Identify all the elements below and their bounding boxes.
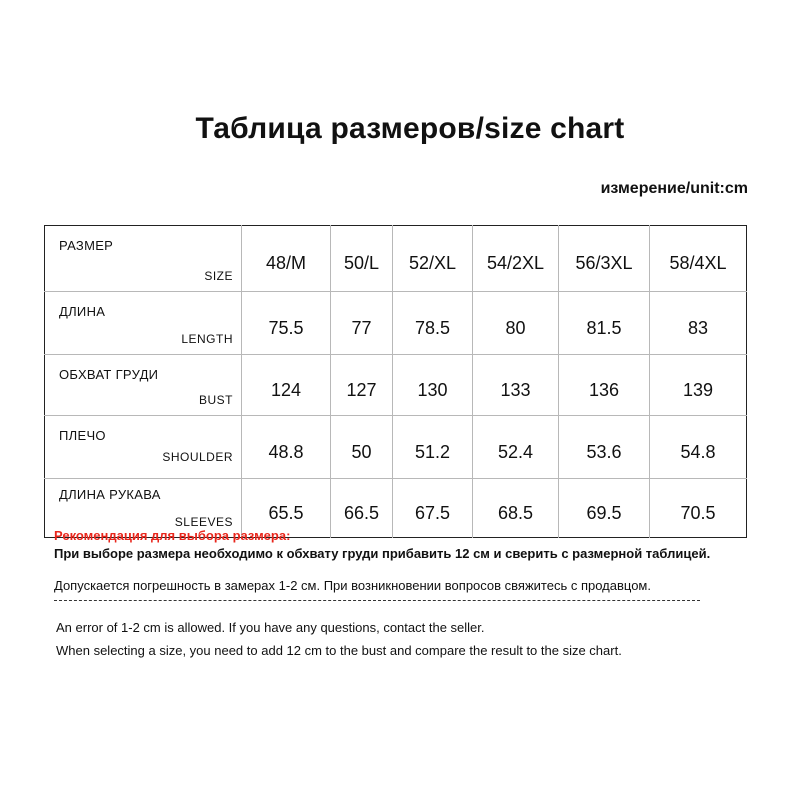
table-cell: 50: [331, 416, 393, 479]
page-title: Таблица размеров/size chart: [195, 112, 625, 145]
table-cell: 77: [331, 292, 393, 355]
table-cell: 70.5: [650, 479, 747, 538]
table-cell: 136: [559, 355, 650, 416]
table-cell: 48.8: [242, 416, 331, 479]
table-cell: 139: [650, 355, 747, 416]
table-cell: 65.5: [242, 479, 331, 538]
recommendation-title: Рекомендация для выбора размера:: [54, 528, 291, 543]
table-cell: 52.4: [473, 416, 559, 479]
table-row-length: [45, 292, 747, 355]
row-label: [45, 226, 242, 292]
row-label-en: BUST: [198, 393, 233, 407]
row-label-en: LENGTH: [181, 332, 233, 346]
table-cell: 68.5: [473, 479, 559, 538]
row-label: [45, 416, 242, 479]
table-cell: 54/2XL: [473, 226, 559, 292]
row-label-en: SLEEVES: [174, 515, 233, 529]
recommendation-text-ru: При выборе размера необходимо к обхвату груди прибавить 12 см и сверить с размерной таблицей.: [54, 546, 711, 561]
row-label: [45, 355, 242, 416]
size-chart-table: [44, 225, 747, 538]
table-cell: 52/XL: [393, 226, 473, 292]
table-cell: 54.8: [650, 416, 747, 479]
table-cell: 124: [242, 355, 331, 416]
table-cell: 58/4XL: [650, 226, 747, 292]
dashed-divider: [54, 600, 700, 601]
table-cell: 66.5: [331, 479, 393, 538]
row-label-ru: ОБХВАТ ГРУДИ: [59, 367, 159, 382]
table-cell: 50/L: [331, 226, 393, 292]
tolerance-text-ru: Допускается погрешность в замерах 1-2 см. При возникновении вопросов свяжитесь с продавцом.: [54, 578, 651, 593]
table-row-bust: [45, 355, 747, 416]
row-label-ru: ДЛИНА: [59, 304, 106, 319]
table-cell: 51.2: [393, 416, 473, 479]
table-cell: 56/3XL: [559, 226, 650, 292]
row-label-ru: ПЛЕЧО: [59, 428, 106, 443]
table-cell: 133: [473, 355, 559, 416]
table-cell: 127: [331, 355, 393, 416]
table-cell: 48/M: [242, 226, 331, 292]
row-label: [45, 292, 242, 355]
table-cell: 78.5: [393, 292, 473, 355]
tolerance-text-en: An error of 1-2 cm is allowed. If you have any questions, contact the seller.: [56, 620, 485, 635]
table-cell: 81.5: [559, 292, 650, 355]
table-cell: 69.5: [559, 479, 650, 538]
row-label-en: SIZE: [204, 269, 233, 283]
row-label-ru: ДЛИНА РУКАВА: [59, 487, 161, 502]
table-cell: 130: [393, 355, 473, 416]
recommendation-text-en: When selecting a size, you need to add 12 cm to the bust and compare the result to the size chart.: [56, 643, 622, 658]
table-cell: 53.6: [559, 416, 650, 479]
table-row-shoulder: [45, 416, 747, 479]
row-label-en: SHOULDER: [162, 450, 233, 464]
table-cell: 83: [650, 292, 747, 355]
table-cell: 75.5: [242, 292, 331, 355]
unit-label: измерение/unit:cm: [600, 180, 748, 197]
table-row-size: [45, 226, 747, 292]
table-cell: 67.5: [393, 479, 473, 538]
table-cell: 80: [473, 292, 559, 355]
row-label-ru: РАЗМЕР: [59, 238, 114, 253]
